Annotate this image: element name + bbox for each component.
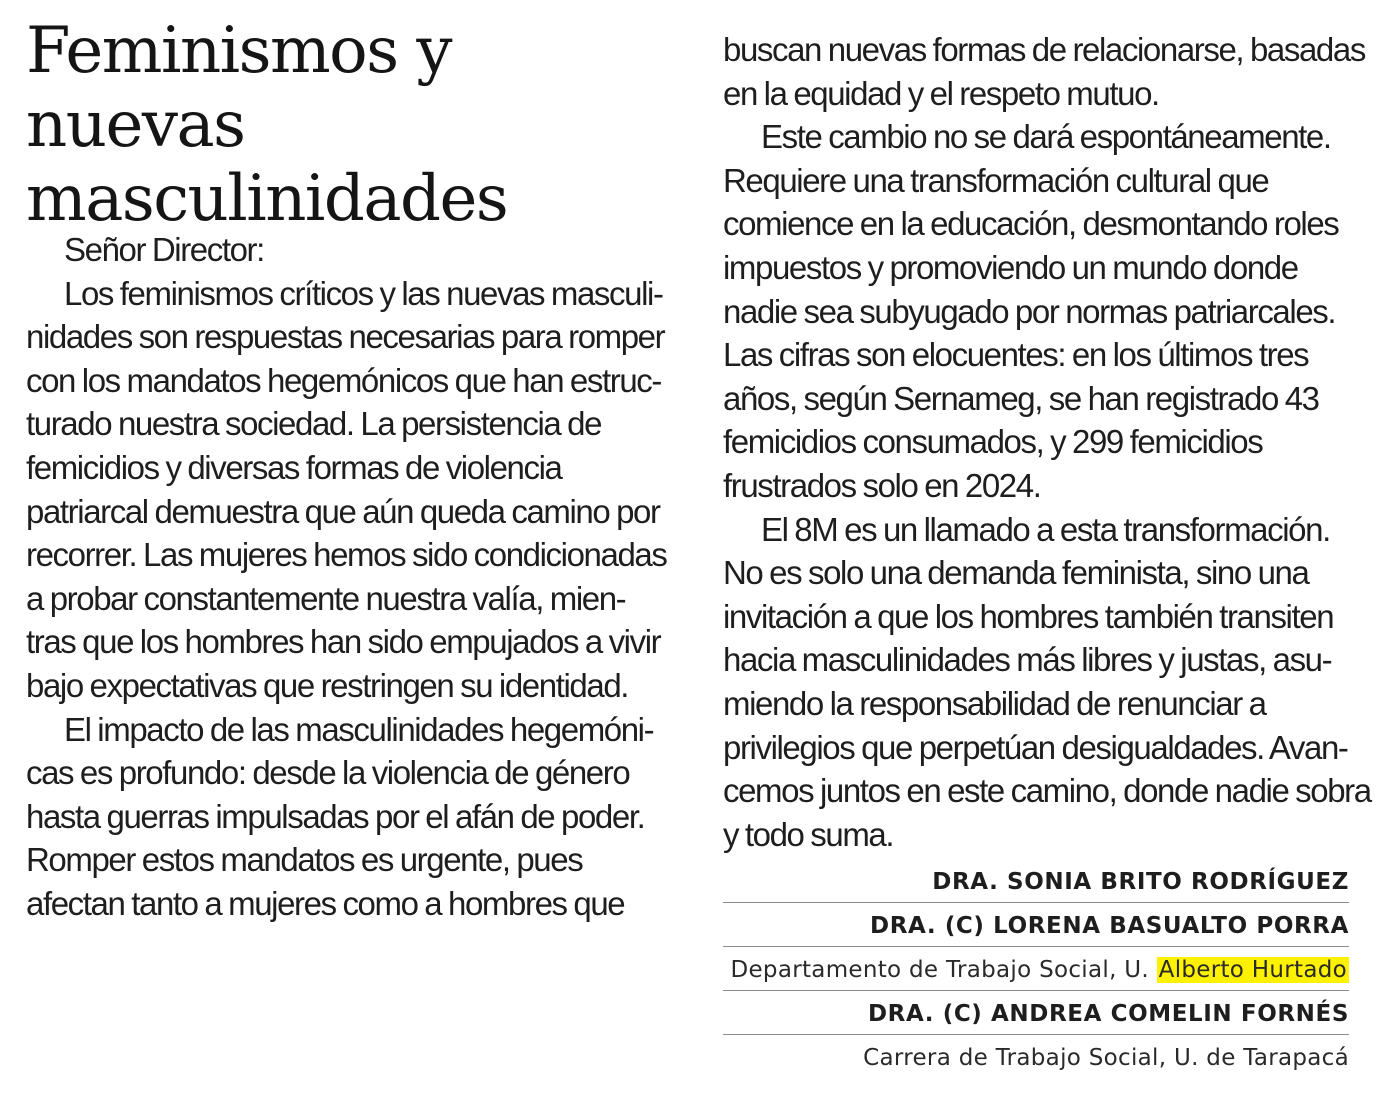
text-line: Las cifras son elocuentes: en los últimos tres [723, 336, 1309, 374]
signature-name-1: DRA. SONIA BRITO RODRÍGUEZ [723, 862, 1349, 903]
text-line: con los mandatos hegemónicos que han estruc- [26, 361, 661, 399]
text-line: El 8M es un llamado a esta transformación. [761, 510, 1330, 548]
text-line: cas es profundo: desde la violencia de género [26, 754, 630, 792]
salutation: Señor Director: [64, 231, 264, 268]
headline-line-1: Feminismos y nuevas [26, 14, 452, 162]
text-line: Romper estos mandatos es urgente, pues [26, 841, 583, 879]
signature-block [723, 862, 1349, 1081]
text-line: cemos juntos en este camino, donde nadie sobra [723, 772, 1371, 810]
text-line: miendo la responsabilidad de renunciar a [723, 684, 1266, 722]
text-line: recorrer. Las mujeres hemos sido condicionadas [26, 536, 667, 574]
signature-affiliation-2: Carrera de Trabajo Social, U. de Tarapacá [863, 1045, 1349, 1071]
left-column [26, 228, 667, 926]
text-line: Los feminismos críticos y las nuevas masculi- [64, 274, 663, 312]
text-line: nadie sea subyugado por normas patriarcales. [723, 292, 1336, 330]
text-line: hasta guerras impulsadas por el afán de poder. [26, 797, 645, 835]
right-column [723, 28, 1371, 856]
text-line: patriarcal demuestra que aún queda camino por [26, 492, 660, 530]
text-line: buscan nuevas formas de relacionarse, basadas [723, 31, 1365, 68]
text-line: tras que los hombres han sido empujados a vivir [26, 623, 661, 661]
article-headline [26, 14, 686, 236]
signature-name-3: DRA. (C) ANDREA COMELIN FORNÉS [723, 994, 1349, 1035]
text-line: impuestos y promoviendo un mundo donde [723, 248, 1298, 286]
text-line: hacia masculinidades más libres y justas, asu- [723, 641, 1332, 679]
signature-name-2: DRA. (C) LORENA BASUALTO PORRA [723, 906, 1349, 947]
text-line: afectan tanto a mujeres como a hombres que [26, 884, 625, 922]
text-line: a probar constantemente nuestra valía, mien- [26, 579, 626, 617]
text-line: turado nuestra sociedad. La persistencia de [26, 405, 602, 443]
headline-line-2: masculinidades [26, 162, 508, 236]
text-line: invitación a que los hombres también transiten [723, 597, 1334, 635]
highlighted-text: Alberto Hurtado [1158, 957, 1347, 983]
text-line: Requiere una transformación cultural que [723, 161, 1269, 199]
signature-affiliation-1 [723, 950, 1349, 991]
text-line: comience en la educación, desmontando roles [723, 205, 1339, 243]
text-line: nidades son respuestas necesarias para romper [26, 318, 665, 356]
text-line: privilegios que perpetúan desigualdades. Avan- [723, 728, 1348, 766]
text-line: años, según Sernameg, se han registrado 43 [723, 379, 1319, 417]
text-line: frustrados solo en 2024. [723, 466, 1041, 504]
text-line: bajo expectativas que restringen su identidad. [26, 666, 629, 704]
text-line: El impacto de las masculinidades hegemóni- [64, 710, 654, 748]
text-line: femicidios consumados, y 299 femicidios [723, 423, 1263, 461]
affiliation-1-prefix: Departamento de Trabajo Social, U. [730, 957, 1150, 983]
text-line: femicidios y diversas formas de violencia [26, 448, 562, 486]
text-line: No es solo una demanda feminista, sino una [723, 554, 1309, 592]
text-line: en la equidad y el respeto mutuo. [723, 74, 1159, 112]
text-line: y todo suma. [723, 815, 894, 853]
text-line: Este cambio no se dará espontáneamente. [761, 118, 1331, 156]
